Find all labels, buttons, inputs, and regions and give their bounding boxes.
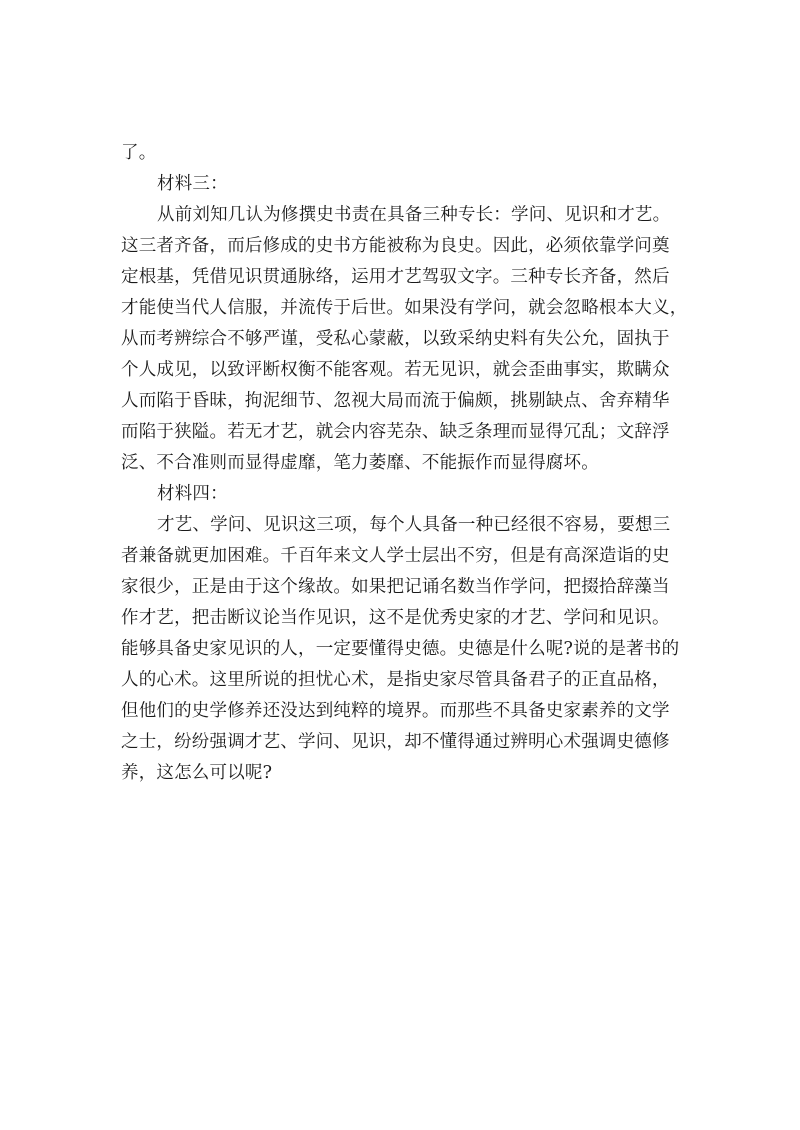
paragraph-line: 作才艺，把击断议论当作见识，这不是优秀史家的才艺、学问和见识。 — [121, 608, 670, 628]
paragraph-line: 之士，纷纷强调才艺、学问、见识，却不懂得通过辨明心术强调史德修 — [121, 732, 670, 752]
paragraph-line: 从而考辨综合不够严谨，受私心蒙蔽，以致采纳史料有失公允，固执于 — [121, 329, 670, 349]
paragraph-line: 才能使当代人信服，并流传于后世。如果没有学问，就会忽略根本大义， — [121, 298, 688, 318]
paragraph-line: 泛、不合准则而显得虚靡，笔力萎靡、不能振作而显得腐坏。 — [121, 453, 599, 473]
paragraph-line: 才艺、学问、见识这三项，每个人具备一种已经很不容易，要想三 — [157, 515, 671, 535]
paragraph-line: 定根基，凭借见识贯通脉络，运用才艺驾驭文字。三种专长齐备，然后 — [121, 267, 670, 287]
paragraph-line: 能够具备史家见识的人，一定要懂得史德。史德是什么呢?说的是著书的 — [121, 639, 680, 659]
paragraph-line: 者兼备就更加困难。千百年来文人学士层出不穷，但是有高深造诣的史 — [121, 546, 670, 566]
document-body — [121, 138, 711, 789]
paragraph-line: 了。 — [121, 143, 157, 163]
paragraph-line: 养，这怎么可以呢? — [121, 763, 273, 783]
paragraph-line: 家很少，正是由于这个缘故。如果把记诵名数当作学问，把掇拾辞藻当 — [121, 577, 670, 597]
paragraph-line: 而陷于狭隘。若无才艺，就会内容芜杂、缺乏条理而显得冗乱；文辞浮 — [121, 422, 670, 442]
section-heading-material-3: 材料三： — [157, 174, 228, 194]
section-heading-material-4: 材料四： — [157, 484, 228, 504]
paragraph-line: 从前刘知几认为修撰史书责在具备三种专长：学问、见识和才艺。 — [157, 205, 671, 225]
paragraph-line: 人的心术。这里所说的担忧心术，是指史家尽管具备君子的正直品格， — [121, 670, 670, 690]
paragraph-line: 但他们的史学修养还没达到纯粹的境界。而那些不具备史家素养的文学 — [121, 701, 670, 721]
paragraph-line: 个人成见，以致评断权衡不能客观。若无见识，就会歪曲事实，欺瞒众 — [121, 360, 670, 380]
paragraph-line: 人而陷于昏昧，拘泥细节、忽视大局而流于偏颇，挑剔缺点、舍弃精华 — [121, 391, 670, 411]
paragraph-line: 这三者齐备，而后修成的史书方能被称为良史。因此，必须依靠学问奠 — [121, 236, 670, 256]
